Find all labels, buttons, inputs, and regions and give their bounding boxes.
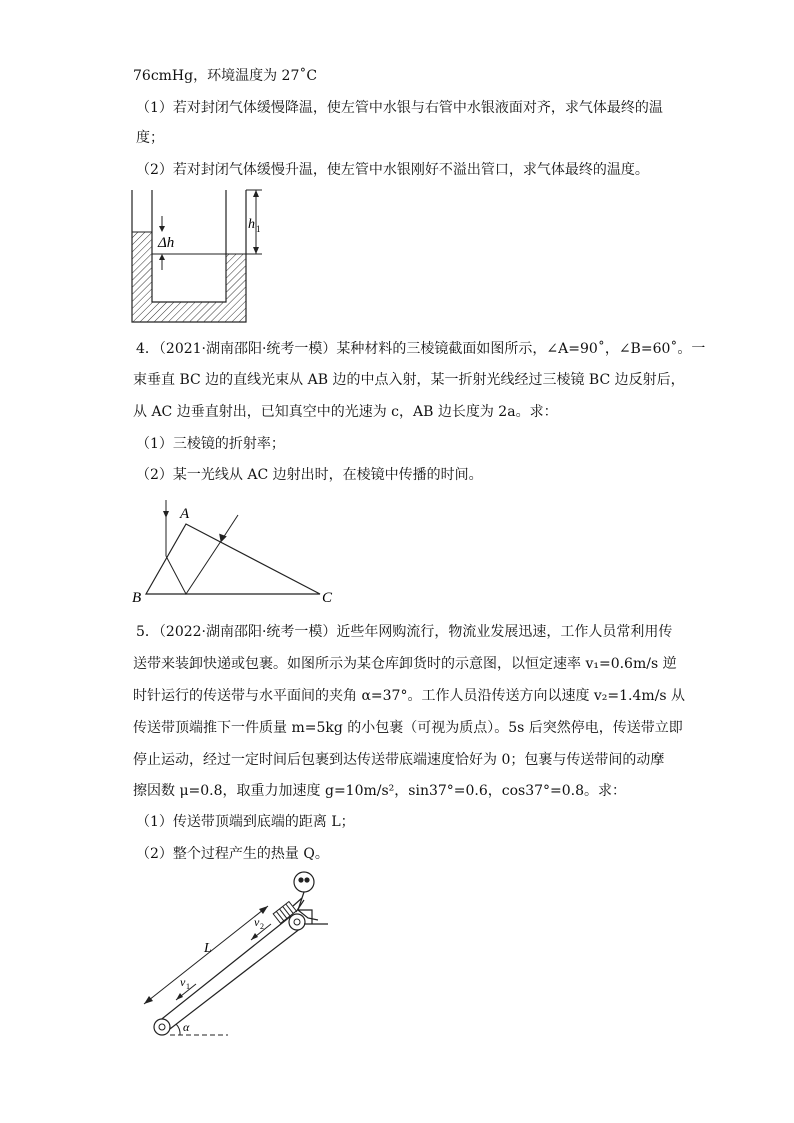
v2-subscript: 2: [260, 922, 264, 931]
q5-stem-line2: 送带来装卸快递或包裹。如图所示为某仓库卸货时的示意图，以恒定速率 v₁=0.6m/s 逆: [133, 656, 677, 672]
q4-stem-line1: 4．（2021·湖南邵阳·统考一模）某种材料的三棱镜截面如图所示，∠A=90˚，∠B=60˚。一: [136, 341, 706, 357]
refracted-ray: [166, 538, 223, 594]
prism-triangle: [146, 524, 320, 594]
q3-part2: （2）若对封闭气体缓慢升温，使左管中水银刚好不溢出管口，求气体最终的温度。: [136, 162, 649, 178]
u-tube-figure: [120, 186, 270, 326]
q3-intro-text: 76cmHg，环境温度为 27˚C: [133, 68, 318, 84]
q5-part2: （2）整个过程产生的热量 Q。: [136, 846, 329, 862]
belt-upper-line: [166, 928, 301, 1032]
bottom-roller: [154, 1019, 170, 1035]
delta-h-label: Δh: [158, 235, 175, 251]
v1-label: v: [180, 975, 186, 989]
conveyor-figure: [136, 866, 346, 1044]
q5-stem-line5: 停止运动，经过一定时间后包裹到达传送带底端速度恰好为 0；包裹与传送带间的动摩: [133, 752, 665, 768]
q4-stem-line3: 从 AC 边垂直射出，已知真空中的光速为 c，AB 边长度为 2a。求：: [133, 404, 558, 420]
vertex-C-label: C: [322, 590, 333, 606]
v2-label: v: [254, 915, 260, 929]
q5-stem-line3: 时针运行的传送带与水平面间的夹角 α=37°。工作人员沿传送方向以速度 v₂=1.4m/s 从: [133, 688, 686, 704]
h1-label: h: [248, 217, 255, 232]
q3-part1-line2: 度；: [136, 130, 164, 146]
v1-subscript: 1: [186, 982, 190, 991]
q5-stem-line4: 传送带顶端推下一件质量 m=5kg 的小包裹（可视为质点）。5s 后突然停电，传送带立即: [133, 720, 683, 736]
q5-stem-line1: 5．（2022·湖南邵阳·统考一模）近些年网购流行，物流业发展迅速，工作人员常利用传: [136, 624, 673, 640]
h1-subscript: 1: [256, 224, 261, 234]
vertex-A-label: A: [180, 506, 190, 522]
q4-part2: （2）某一光线从 AC 边射出时，在棱镜中传播的时间。: [136, 467, 483, 483]
belt-lower-line: [158, 916, 291, 1022]
L-label: L: [204, 941, 212, 956]
top-roller: [289, 914, 305, 930]
mercury-fill: [132, 232, 246, 322]
alpha-label: α: [183, 1020, 190, 1034]
q5-stem-line6: 擦因数 μ=0.8，取重力加速度 g=10m/s²，sin37°=0.6，cos37°=0.8。求：: [133, 783, 627, 799]
vertex-B-label: B: [132, 590, 142, 606]
exit-ray: [223, 515, 238, 538]
q5-part1: （1）传送带顶端到底端的距离 L；: [136, 814, 355, 830]
q3-part1-line1: （1）若对封闭气体缓慢降温，使左管中水银与右管中水银液面对齐，求气体最终的温: [136, 100, 663, 116]
q4-part1: （1）三棱镜的折射率；: [136, 436, 285, 452]
q4-stem-line2: 束垂直 BC 边的直线光束从 AB 边的中点入射，某一折射光线经过三棱镜 BC 边反射后，: [133, 372, 685, 388]
prism-figure: [128, 494, 348, 606]
